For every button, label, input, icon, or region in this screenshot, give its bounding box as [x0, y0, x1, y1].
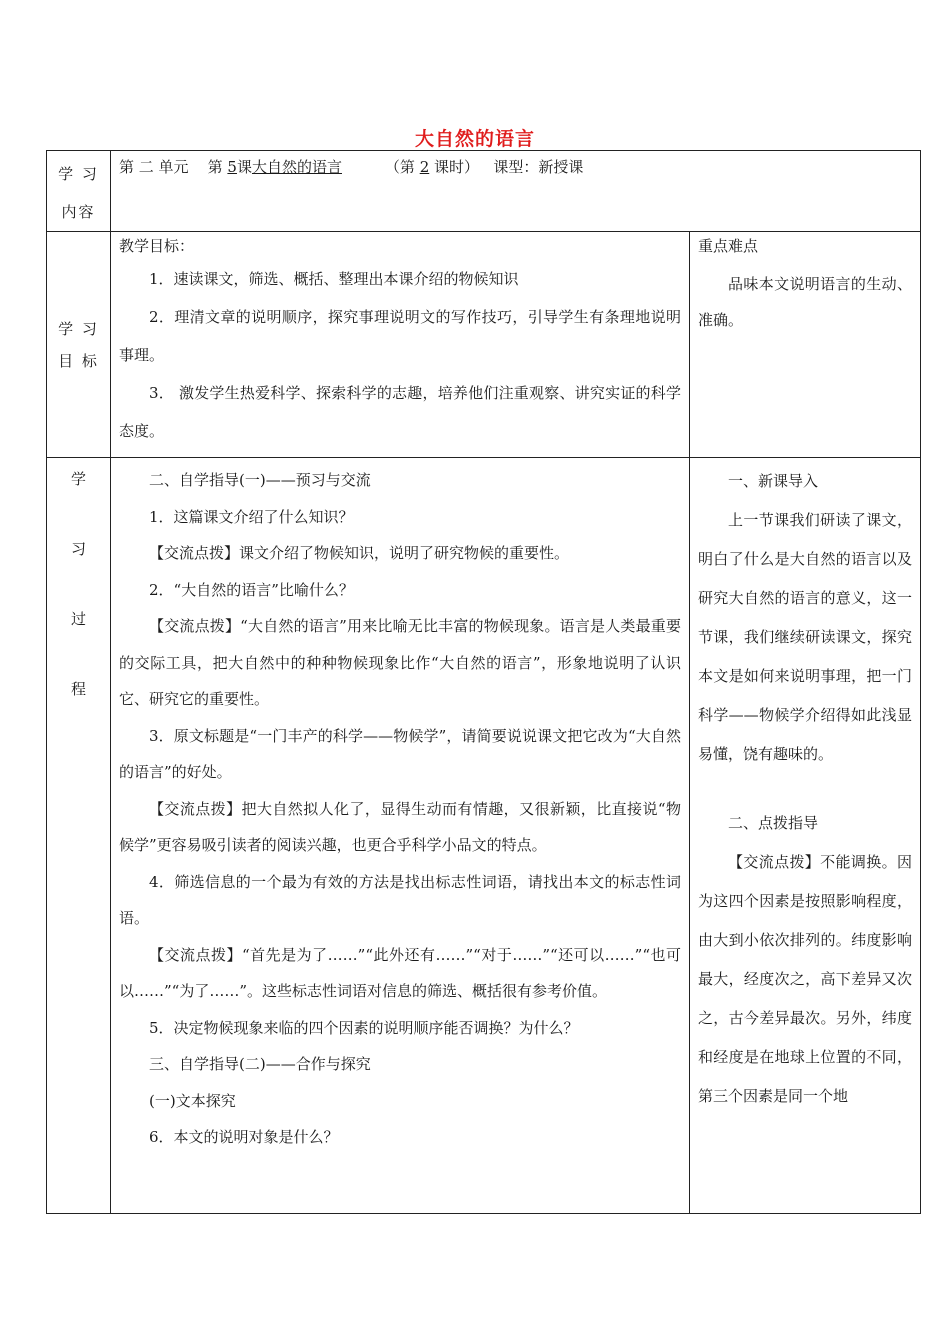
process-label-char-2: 习	[70, 540, 86, 558]
goal-item-2: 2．理清文章的说明顺序，探究事理说明文的写作技巧，引导学生有条理地说明事理。	[119, 308, 681, 364]
question-2: 2．“大自然的语言”比喻什么？	[149, 580, 354, 599]
side-heading-guidance: 二、点拨指导	[728, 814, 819, 832]
question-3: 3．原文标题是“一门丰产的科学——物候学”，请简要说说课文把它改为“大自然的语言”的好处。	[119, 726, 681, 781]
goals-heading: 教学目标：	[119, 237, 195, 255]
goals-label-line1: 学 习	[58, 319, 99, 338]
process-label-char-3: 过	[70, 610, 86, 628]
content-label-cell	[47, 151, 111, 232]
key-points-heading: 重点难点	[698, 237, 759, 255]
side-intro-text: 上一节课我们研读了课文，明白了什么是大自然的语言以及研究大自然的语言的意义，这一节课，我们继续研读课文，探究本文是如何来说明事理，把一门科学——物候学介绍得如此浅显易懂，饶有趣味的。	[698, 511, 912, 763]
lesson-prefix: 第	[207, 158, 228, 176]
goals-row	[47, 232, 921, 458]
goal-item-3: 3． 激发学生热爱科学、探索科学的志趣，培养他们注重观察、讲究实证的科学态度。	[119, 384, 681, 440]
period-number: 2	[419, 158, 430, 176]
unit-text: 第 二 单元	[119, 158, 189, 176]
process-main-cell	[111, 458, 690, 1214]
goals-cell	[111, 232, 690, 458]
goals-label-cell	[47, 232, 111, 458]
side-heading-intro: 一、新课导入	[728, 472, 819, 490]
process-row	[47, 458, 921, 1214]
section-heading-1: 二、自学指导(一)——预习与交流	[149, 471, 371, 489]
lesson-plan-table	[46, 150, 921, 1214]
key-points-text: 品味本文说明语言的生动、准确。	[698, 275, 912, 329]
goal-item-1: 1．速读课文，筛选、概括、整理出本课介绍的物候知识	[149, 270, 519, 288]
answer-4: 【交流点拨】“首先是为了……”“此外还有……”“对于……”“还可以……”“也可以……”“为了……”。这些标志性词语对信息的筛选、概括很有参考价值。	[119, 945, 681, 1000]
period-suffix: 课时）	[429, 158, 480, 176]
process-label-char-1: 学	[70, 470, 86, 488]
document-title: 大自然的语言	[414, 128, 535, 150]
goals-label-line2: 目 标	[58, 351, 99, 370]
subsection-heading: (一)文本探究	[149, 1091, 236, 1110]
section-heading-2: 三、自学指导(二)——合作与探究	[149, 1055, 371, 1073]
side-guidance-text: 【交流点拨】不能调换。因为这四个因素是按照影响程度，由大到小依次排列的。纬度影响最大，经度次之，高下差异又次之，古今差异最次。另外，纬度和经度是在地球上位置的不同，第三个因素是同一个地	[698, 853, 912, 1105]
lesson-mid: 课	[236, 158, 252, 176]
question-6: 6．本文的说明对象是什么？	[149, 1128, 339, 1146]
lesson-type: 课型：新授课	[493, 158, 584, 176]
answer-2: 【交流点拨】“大自然的语言”用来比喻无比丰富的物候现象。语言是人类最重要的交际工具，把大自然中的种种物候现象比作“大自然的语言”，形象地说明了认识它、研究它的重要性。	[119, 617, 681, 708]
lesson-number: 5	[227, 158, 237, 176]
lesson-title: 大自然的语言	[251, 158, 342, 176]
content-info-cell	[111, 151, 921, 232]
content-label-line1: 学 习	[58, 165, 99, 183]
answer-3: 【交流点拨】把大自然拟人化了，显得生动而有情趣，又很新颖，比直接说“物候学”更容易吸引读者的阅读兴趣，也更合乎科学小品文的特点。	[119, 799, 681, 854]
key-points-cell	[690, 232, 921, 458]
process-side-cell	[690, 458, 921, 1214]
period-prefix: （第	[384, 158, 420, 176]
content-label-line2: 内容	[61, 203, 96, 221]
content-row	[47, 151, 921, 232]
question-4: 4．筛选信息的一个最为有效的方法是找出标志性词语，请找出本文的标志性词语。	[119, 872, 681, 927]
question-1: 1．这篇课文介绍了什么知识？	[149, 507, 354, 526]
answer-1: 【交流点拨】课文介绍了物候知识，说明了研究物候的重要性。	[149, 544, 570, 562]
process-label-char-4: 程	[70, 680, 86, 698]
process-label-cell	[47, 458, 111, 1214]
question-5: 5．决定物候现象来临的四个因素的说明顺序能否调换？为什么？	[149, 1018, 579, 1037]
